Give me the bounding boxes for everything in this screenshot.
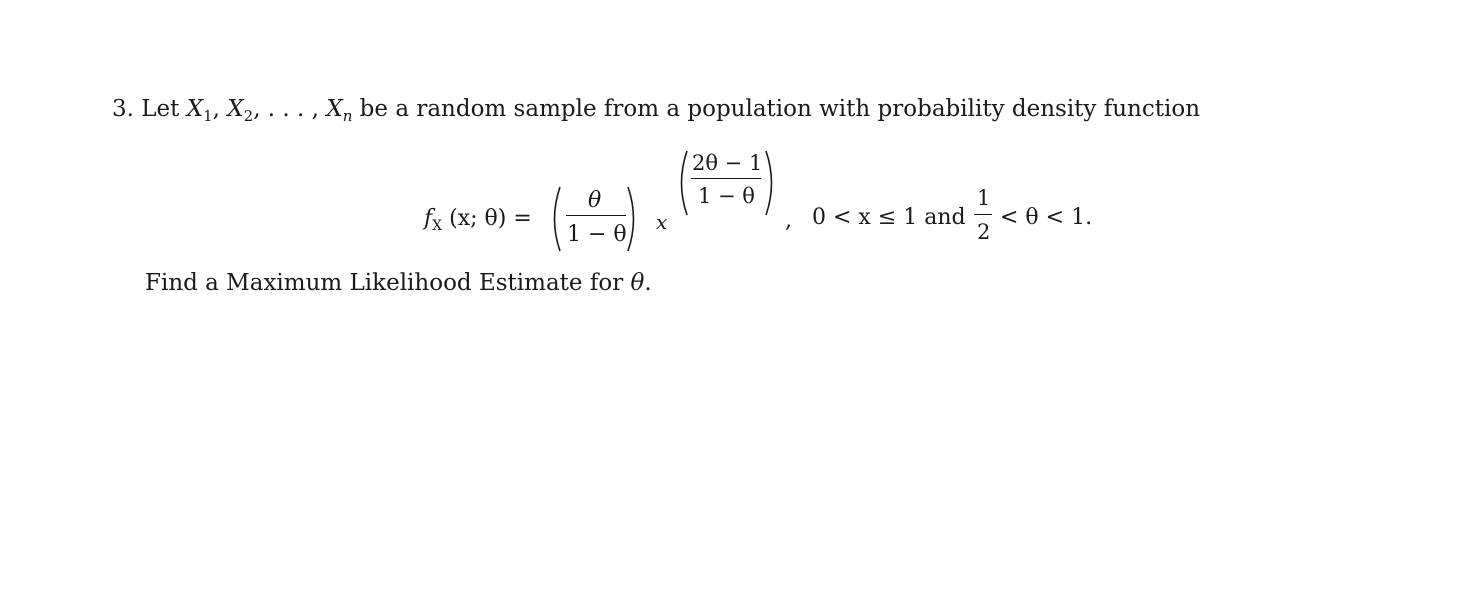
left-paren-exp	[675, 150, 689, 216]
half-bar	[974, 214, 992, 215]
var-xn: X	[326, 96, 343, 122]
frac1-bar	[566, 215, 626, 216]
ellipsis: , . . . ,	[253, 96, 327, 122]
half-denominator: 2	[977, 220, 991, 244]
equation-comma: ,	[785, 208, 792, 233]
var-x1-sub: 1	[203, 107, 213, 125]
problem-number: 3.	[112, 96, 134, 122]
condition-post: < θ < 1.	[1000, 205, 1093, 230]
problem-statement: 3. Let $X_1$, $X_2$, . . . , $X_n$ be a random sample from a population with probability density function	[112, 96, 1201, 125]
left-paren-1	[548, 186, 562, 252]
right-paren-1	[626, 186, 640, 252]
var-x1: X	[186, 96, 204, 122]
var-x2: X	[227, 96, 244, 122]
condition-pre: 0 < x ≤ 1 and	[812, 205, 966, 230]
problem-intro-post: be a random sample from a population with probability density function	[352, 96, 1201, 122]
exp-numerator: 2θ − 1	[692, 151, 763, 175]
var-x2-sub: 2	[243, 107, 254, 125]
lhs-subscript: X	[432, 218, 443, 234]
task-text-pre: Find a Maximum Likelihood Estimate for	[145, 270, 631, 296]
task-theta: θ	[630, 270, 645, 296]
frac1-denominator: 1 − θ	[567, 222, 627, 247]
problem-intro-pre: Let	[141, 96, 187, 122]
var-xn-sub: n	[342, 107, 353, 125]
exp-bar	[691, 178, 761, 179]
half-numerator: 1	[977, 186, 991, 210]
task-statement	[145, 270, 652, 296]
right-paren-exp	[764, 150, 778, 216]
equation-lhs	[424, 206, 532, 234]
exp-denominator: 1 − θ	[698, 184, 755, 208]
base-x: x	[656, 210, 668, 234]
task-text-post: .	[644, 270, 652, 296]
lhs-f: f	[424, 206, 433, 231]
lhs-args: (x; θ) =	[449, 206, 532, 231]
frac1-numerator: θ	[588, 188, 602, 213]
